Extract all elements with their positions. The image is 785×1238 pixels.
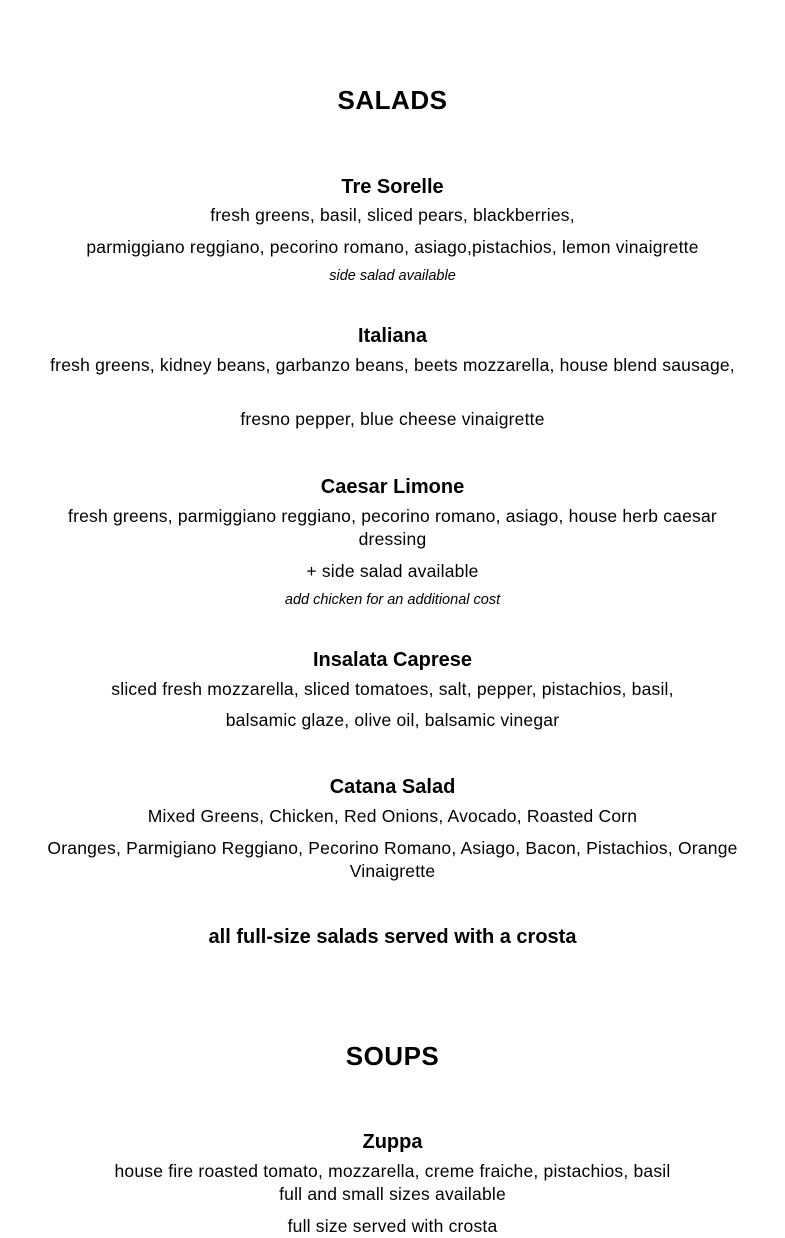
- menu-item-note: add chicken for an additional cost: [284, 592, 501, 608]
- menu-item-description: fresh greens, kidney beans, garbanzo beans, beets mozzarella, house blend sausage,: [50, 355, 735, 375]
- menu-item-description: balsamic glaze, olive oil, balsamic vinegar: [225, 710, 560, 730]
- menu-item-title: Insalata Caprese: [313, 649, 472, 671]
- menu-item-description: Mixed Greens, Chicken, Red Onions, Avocado, Roasted Corn: [147, 806, 638, 826]
- soups-heading: SOUPS: [345, 1041, 440, 1071]
- menu-item-title: Tre Sorelle: [341, 176, 444, 198]
- menu-item-title: Caesar Limone: [320, 476, 465, 498]
- menu-item-title: Italiana: [358, 325, 427, 347]
- menu-item-description: full and small sizes available: [279, 1184, 506, 1204]
- salads-footer-note: all full-size salads served with a crosta: [208, 926, 577, 948]
- menu-item-description: fresh greens, parmiggiano reggiano, pecorino romano, asiago, house herb caesar dressing: [68, 506, 717, 549]
- menu-item-description: fresno pepper, blue cheese vinaigrette: [240, 409, 545, 429]
- menu-item-description: + side salad available: [306, 561, 479, 581]
- menu-item-description: fresh greens, basil, sliced pears, blackberries,: [210, 205, 575, 225]
- menu-item-description: house fire roasted tomato, mozzarella, creme fraiche, pistachios, basil: [114, 1161, 671, 1181]
- salads-heading: SALADS: [337, 85, 448, 115]
- menu-item-title: Catana Salad: [329, 776, 456, 798]
- menu-item-note: side salad available: [329, 268, 456, 284]
- menu-item-title: Zuppa: [362, 1131, 423, 1153]
- menu-item-description: sliced fresh mozzarella, sliced tomatoes, salt, pepper, pistachios, basil,: [111, 679, 674, 699]
- menu-item-description: full size served with crosta: [287, 1216, 498, 1236]
- menu-item-description: Oranges, Parmigiano Reggiano, Pecorino Romano, Asiago, Bacon, Pistachios, Orange Vinaigrette: [47, 838, 738, 881]
- menu-item-description: parmiggiano reggiano, pecorino romano, asiago,pistachios, lemon vinaigrette: [86, 237, 699, 257]
